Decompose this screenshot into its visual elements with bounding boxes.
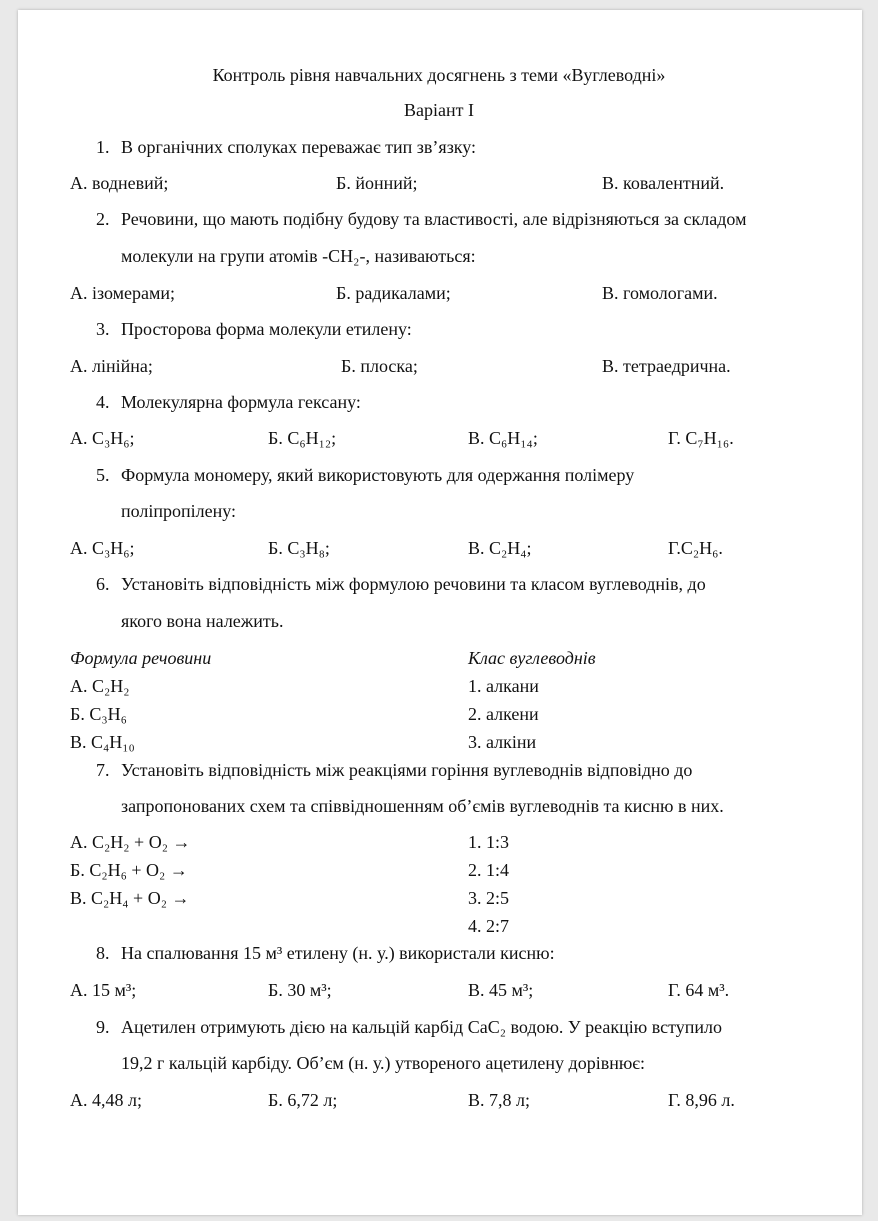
question-5-text-cont: поліпропілену:: [121, 501, 237, 521]
match-right-item: 1. алкани: [468, 676, 539, 696]
answer-option: В. тетраедрична.: [602, 356, 731, 376]
match-left-item: Б. C₂H₆ + O₂ →: [70, 860, 188, 880]
question-number: 6.: [96, 574, 110, 594]
answer-option: Б. C₃H₈;: [268, 538, 330, 558]
answer-option: Г.C₂H₆.: [668, 538, 723, 558]
answer-option: А. лінійна;: [70, 356, 153, 376]
answer-option: Г. 64 м³.: [668, 980, 730, 1000]
question-2-text: Речовини, що мають подібну будову та властивості, але відрізняються за складом: [121, 209, 747, 229]
question-9-text: Ацетилен отримують дією на кальцій карбід CaC₂ водою. У реакцію вступило: [121, 1017, 722, 1037]
answer-option: Б. радикалами;: [336, 283, 451, 303]
question-7-text-cont: запропонованих схем та співвідношенням об’ємів вуглеводнів та кисню в них.: [121, 796, 724, 816]
match-left-item: В. C₂H₄ + O₂ →: [70, 888, 190, 908]
answer-option: А. ізомерами;: [70, 283, 176, 303]
question-9-text-cont: 19,2 г кальцій карбіду. Об’єм (н. у.) утвореного ацетилену дорівнює:: [121, 1053, 646, 1073]
answer-option: В. 45 м³;: [468, 980, 534, 1000]
formula-header: Формула речовини: [70, 648, 212, 668]
match-right-item: 2. 1:4: [468, 860, 510, 880]
answer-option: Г. 8,96 л.: [668, 1090, 735, 1110]
answer-option: А. C₃H₆;: [70, 428, 135, 448]
answer-option: Б. 30 м³;: [268, 980, 332, 1000]
question-8-text: На спалювання 15 м³ етилену (н. у.) використали кисню:: [121, 943, 555, 963]
match-right-item: 1. 1:3: [468, 832, 510, 852]
match-right-item: 3. 2:5: [468, 888, 510, 908]
question-6-text: Установіть відповідність між формулою речовини та класом вуглеводнів, до: [121, 574, 706, 594]
question-number: 5.: [96, 465, 110, 485]
answer-option: В. 7,8 л;: [468, 1090, 530, 1110]
match-left-item: Б. C₃H₆: [70, 704, 127, 724]
answer-option: В. гомологами.: [602, 283, 718, 303]
variant-label: Варіант І: [404, 100, 474, 120]
answer-option: А. 4,48 л;: [70, 1090, 142, 1110]
answer-option: Б. C₆H₁₂;: [268, 428, 337, 448]
answer-option: Б. плоска;: [341, 356, 418, 376]
question-3-text: Просторова форма молекули етилену:: [121, 319, 412, 339]
match-left-item: А. C₂H₂: [70, 676, 130, 696]
question-2-text-cont: молекули на групи атомів -CH₂-, називаються:: [121, 246, 476, 266]
answer-option: В. C₆H₁₄;: [468, 428, 538, 448]
match-right-item: 4. 2:7: [468, 916, 510, 936]
match-right-item: 3. алкіни: [468, 732, 537, 752]
question-1-text: В органічних сполуках переважає тип зв’язку:: [121, 137, 477, 157]
answer-option: Г. C₇H₁₆.: [668, 428, 734, 448]
question-number: 9.: [96, 1017, 110, 1037]
match-left-item: В. C₄H₁₀: [70, 732, 135, 752]
question-number: 1.: [96, 137, 110, 157]
question-number: 2.: [96, 209, 110, 229]
match-right-item: 2. алкени: [468, 704, 539, 724]
answer-option: В. C₂H₄;: [468, 538, 532, 558]
answer-option: Б. 6,72 л;: [268, 1090, 338, 1110]
answer-option: Б. йонний;: [336, 173, 418, 193]
question-5-text: Формула мономеру, який використовують для одержання полімеру: [121, 465, 635, 485]
answer-option: В. ковалентний.: [602, 173, 725, 193]
answer-option: А. 15 м³;: [70, 980, 137, 1000]
class-header: Клас вуглеводнів: [468, 648, 596, 668]
match-left-item: А. C₂H₂ + O₂ →: [70, 832, 191, 852]
question-number: 4.: [96, 392, 110, 412]
answer-option: А. водневий;: [70, 173, 169, 193]
question-4-text: Молекулярна формула гексану:: [121, 392, 361, 412]
question-7-text: Установіть відповідність між реакціями горіння вуглеводнів відповідно до: [121, 760, 693, 780]
question-number: 8.: [96, 943, 110, 963]
document-title: Контроль рівня навчальних досягнень з теми «Вуглеводні»: [212, 65, 666, 85]
question-number: 3.: [96, 319, 110, 339]
question-6-text-cont: якого вона належить.: [121, 611, 284, 631]
question-number: 7.: [96, 760, 110, 780]
answer-option: А. C₃H₆;: [70, 538, 135, 558]
